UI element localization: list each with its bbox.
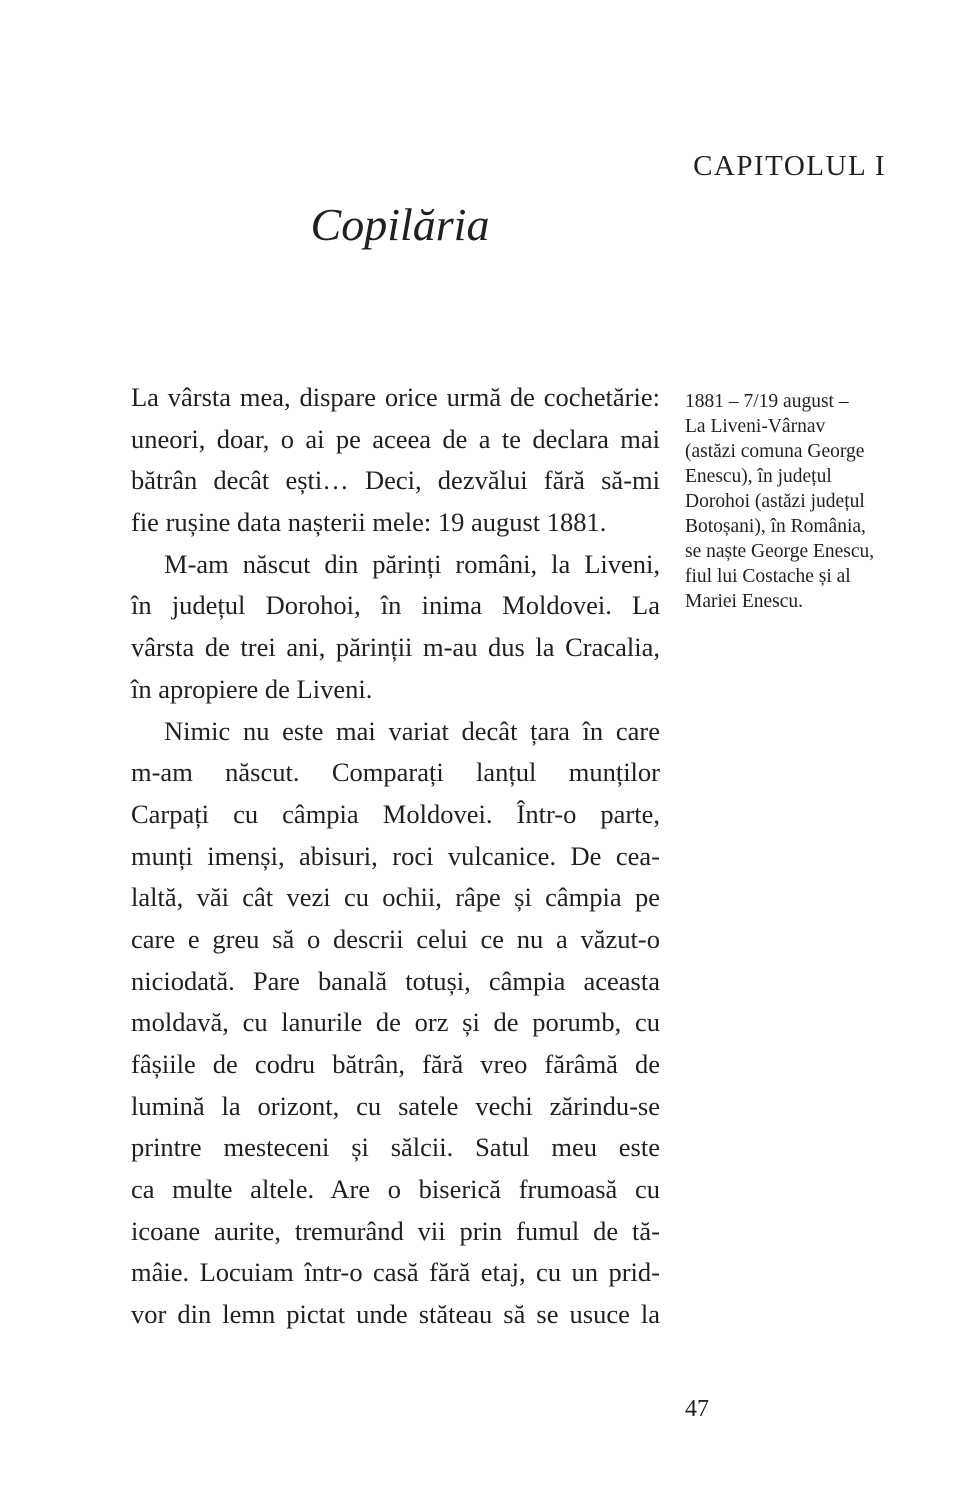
body-line: în județul Dorohoi, în inima Moldovei. La [131, 590, 660, 621]
side-note-line: fiul lui Costache și al [685, 566, 851, 587]
body-line: uneori, doar, o ai pe aceea de a te declara mai [131, 423, 660, 454]
body-line: munți imenși, abisuri, roci vulcanice. De cea- [131, 840, 660, 871]
body-line: icoane aurite, tremurând vii prin fumul de tă- [131, 1215, 660, 1246]
chapter-label: CAPITOLUL I [693, 150, 886, 182]
side-note-line: Dorohoi (astăzi județul [685, 491, 865, 512]
body-line: lumină la orizont, cu satele vechi zărindu-se [131, 1090, 660, 1121]
body-line: laltă, văi cât vezi cu ochii, râpe și câmpia pe [131, 882, 660, 913]
side-note-line: Enescu), în județul [685, 466, 832, 487]
body-line: Nimic nu este mai variat decât țara în care [164, 715, 660, 746]
body-line: Carpați cu câmpia Moldovei. Într-o parte, [131, 798, 660, 829]
body-line: bătrân decât ești… Deci, dezvălui fără să-mi [131, 465, 660, 496]
body-line: vârsta de trei ani, părinții m-au dus la Cracalia, [131, 632, 660, 663]
body-line: vor din lemn pictat unde stăteau să se usuce la [131, 1299, 660, 1330]
body-line: M-am născut din părinți români, la Liveni, [164, 548, 660, 579]
body-line: printre mesteceni și sălcii. Satul meu este [131, 1132, 660, 1163]
side-note-line: La Liveni-Vârnav [685, 416, 826, 437]
chapter-title: Copilăria [310, 199, 490, 250]
side-note-line: Mariei Enescu. [685, 591, 804, 612]
side-note-line: 1881 – 7/19 august – [685, 391, 849, 412]
body-text [131, 377, 660, 1336]
body-line: în apropiere de Liveni. [131, 673, 373, 704]
body-line: niciodată. Pare banală totuși, câmpia aceasta [131, 965, 660, 996]
body-line: ca multe altele. Are o biserică frumoasă cu [131, 1174, 660, 1205]
body-line: mâie. Locuiam într-o casă fără etaj, cu un prid- [131, 1257, 660, 1288]
body-line: fie rușine data nașterii mele: 19 august 1881. [131, 507, 607, 538]
body-line: care e greu să o descrii celui ce nu a văzut-o [131, 923, 660, 954]
side-note-line: (astăzi comuna George [685, 441, 865, 462]
page-number: 47 [685, 1396, 709, 1422]
side-note-line: se naște George Enescu, [685, 541, 875, 562]
body-line: m-am născut. Comparați lanțul munților [131, 757, 660, 788]
side-note [685, 389, 895, 614]
body-line: La vârsta mea, dispare orice urmă de cochetărie: [131, 382, 660, 412]
side-note-line: Botoșani), în România, [685, 516, 866, 537]
body-line: fâșiile de codru bătrân, fără vreo fărâmă de [131, 1049, 660, 1079]
body-line: moldavă, cu lanurile de orz și de porumb, cu [131, 1007, 660, 1038]
